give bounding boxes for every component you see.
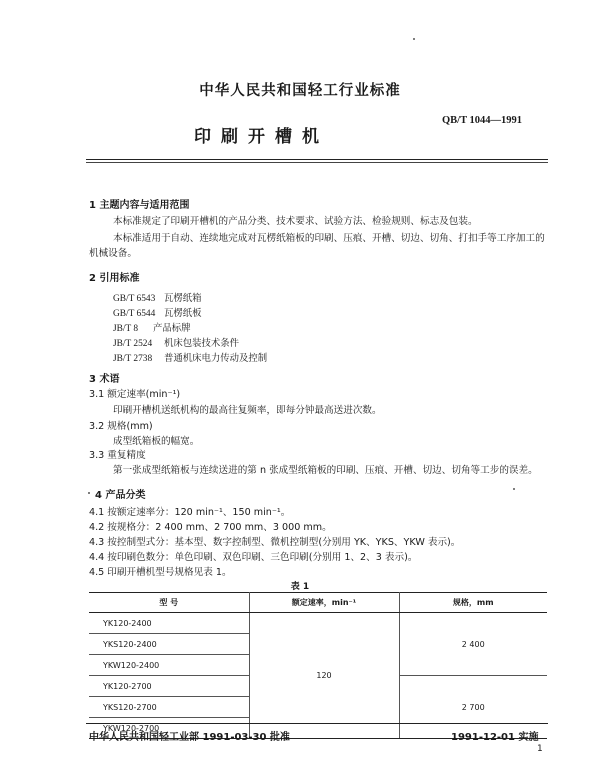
org-title: 中华人民共和国轻工行业标准 <box>199 83 401 99</box>
spec-cell-2700: 2 700 <box>399 676 547 739</box>
speed-cell: 120 <box>249 613 399 739</box>
reference-item <box>113 320 191 334</box>
header-model: 型 号 <box>89 593 249 613</box>
reference-item <box>113 305 202 319</box>
section-1-para-2-cont: 机械设备。 <box>89 248 137 259</box>
effective-date: 1991-12-01 实施 <box>451 732 539 743</box>
table-row <box>89 613 547 634</box>
standard-number: QB/T 1044—1991 <box>442 115 523 126</box>
term-3-1-definition: 印刷开槽机送纸机构的最高往复频率，即每分钟最高送进次数。 <box>113 405 382 416</box>
reference-title: 机床包装技术条件 <box>164 338 240 349</box>
term-3-1-heading: 3.1 额定速率(min⁻¹) <box>89 389 181 400</box>
model-cell: YK120-2400 <box>89 613 249 634</box>
scan-speck <box>88 492 90 494</box>
header-speed: 额定速率，min⁻¹ <box>249 593 399 613</box>
approval-line: 中华人民共和国轻工业部 1991-03-30 批准 <box>89 732 290 743</box>
model-cell: YK120-2700 <box>89 676 249 697</box>
model-cell: YKW120-2400 <box>89 655 249 676</box>
reference-title: 产品标牌 <box>153 323 191 334</box>
reference-code: JB/T 2738 <box>113 354 153 364</box>
term-3-2-definition: 成型纸箱板的幅宽。 <box>113 436 200 447</box>
header-rule-top <box>86 159 548 160</box>
term-3-3-definition: 第一张成型纸箱板与连续送进的第 n 张成型纸箱板的印刷、压痕、开槽、切边、切角等工步的误差。 <box>113 465 538 476</box>
section-3-heading: 3 术语 <box>89 374 120 385</box>
section-1-heading: 1 主题内容与适用范围 <box>89 200 190 211</box>
reference-item <box>113 335 239 349</box>
reference-title: 瓦楞纸板 <box>164 308 202 319</box>
page-number: 1 <box>537 744 543 754</box>
header-spec: 规格，mm <box>399 593 547 613</box>
table-header-row <box>89 593 547 613</box>
footer-rule <box>86 723 548 724</box>
reference-code: JB/T 8 <box>113 324 139 334</box>
section-1-para-1: 本标准规定了印刷开槽机的产品分类、技术要求、试验方法、检验规则、标志及包装。 <box>113 216 478 227</box>
reference-item <box>113 350 267 364</box>
model-spec-table <box>89 592 547 739</box>
reference-code: JB/T 2524 <box>113 339 153 349</box>
model-cell: YKW120-2700 <box>89 718 249 739</box>
term-3-3-heading: 3.3 重复精度 <box>89 450 146 461</box>
model-cell: YKS120-2700 <box>89 697 249 718</box>
term-3-2-heading: 3.2 规格(mm) <box>89 421 153 432</box>
reference-code: GB/T 6544 <box>113 309 156 319</box>
reference-title: 普通机床电力传动及控制 <box>164 353 268 364</box>
table-caption: 表 1 <box>290 582 310 592</box>
reference-item <box>113 290 202 304</box>
model-cell: YKS120-2400 <box>89 634 249 655</box>
reference-title: 瓦楞纸箱 <box>164 293 202 304</box>
classification-item-4-5: 4.5 印刷开槽机型号规格见表 1。 <box>89 567 232 578</box>
section-4-heading: 4 产品分类 <box>95 490 146 501</box>
document-title: 印刷开槽机 <box>194 127 329 147</box>
section-1-para-2: 本标准适用于自动、连续地完成对瓦楞纸箱板的印刷、压痕、开槽、切边、切角、打扣手等工序加工的 <box>113 233 545 244</box>
classification-item-4-1: 4.1 按额定速率分：120 min⁻¹、150 min⁻¹。 <box>89 507 291 518</box>
header-rule-bottom <box>86 162 548 163</box>
section-2-heading: 2 引用标准 <box>89 273 140 284</box>
scan-speck <box>513 488 515 490</box>
scan-speck <box>413 38 415 40</box>
spec-cell-2400: 2 400 <box>399 613 547 676</box>
classification-item-4-2: 4.2 按规格分：2 400 mm、2 700 mm、3 000 mm。 <box>89 522 332 533</box>
classification-item-4-3: 4.3 按控制型式分：基本型、数字控制型、微机控制型(分别用 YK、YKS、YKW 表示)。 <box>89 537 461 548</box>
classification-item-4-4: 4.4 按印刷色数分：单色印刷、双色印刷、三色印刷(分别用 1、2、3 表示)。 <box>89 552 418 563</box>
reference-code: GB/T 6543 <box>113 294 156 304</box>
